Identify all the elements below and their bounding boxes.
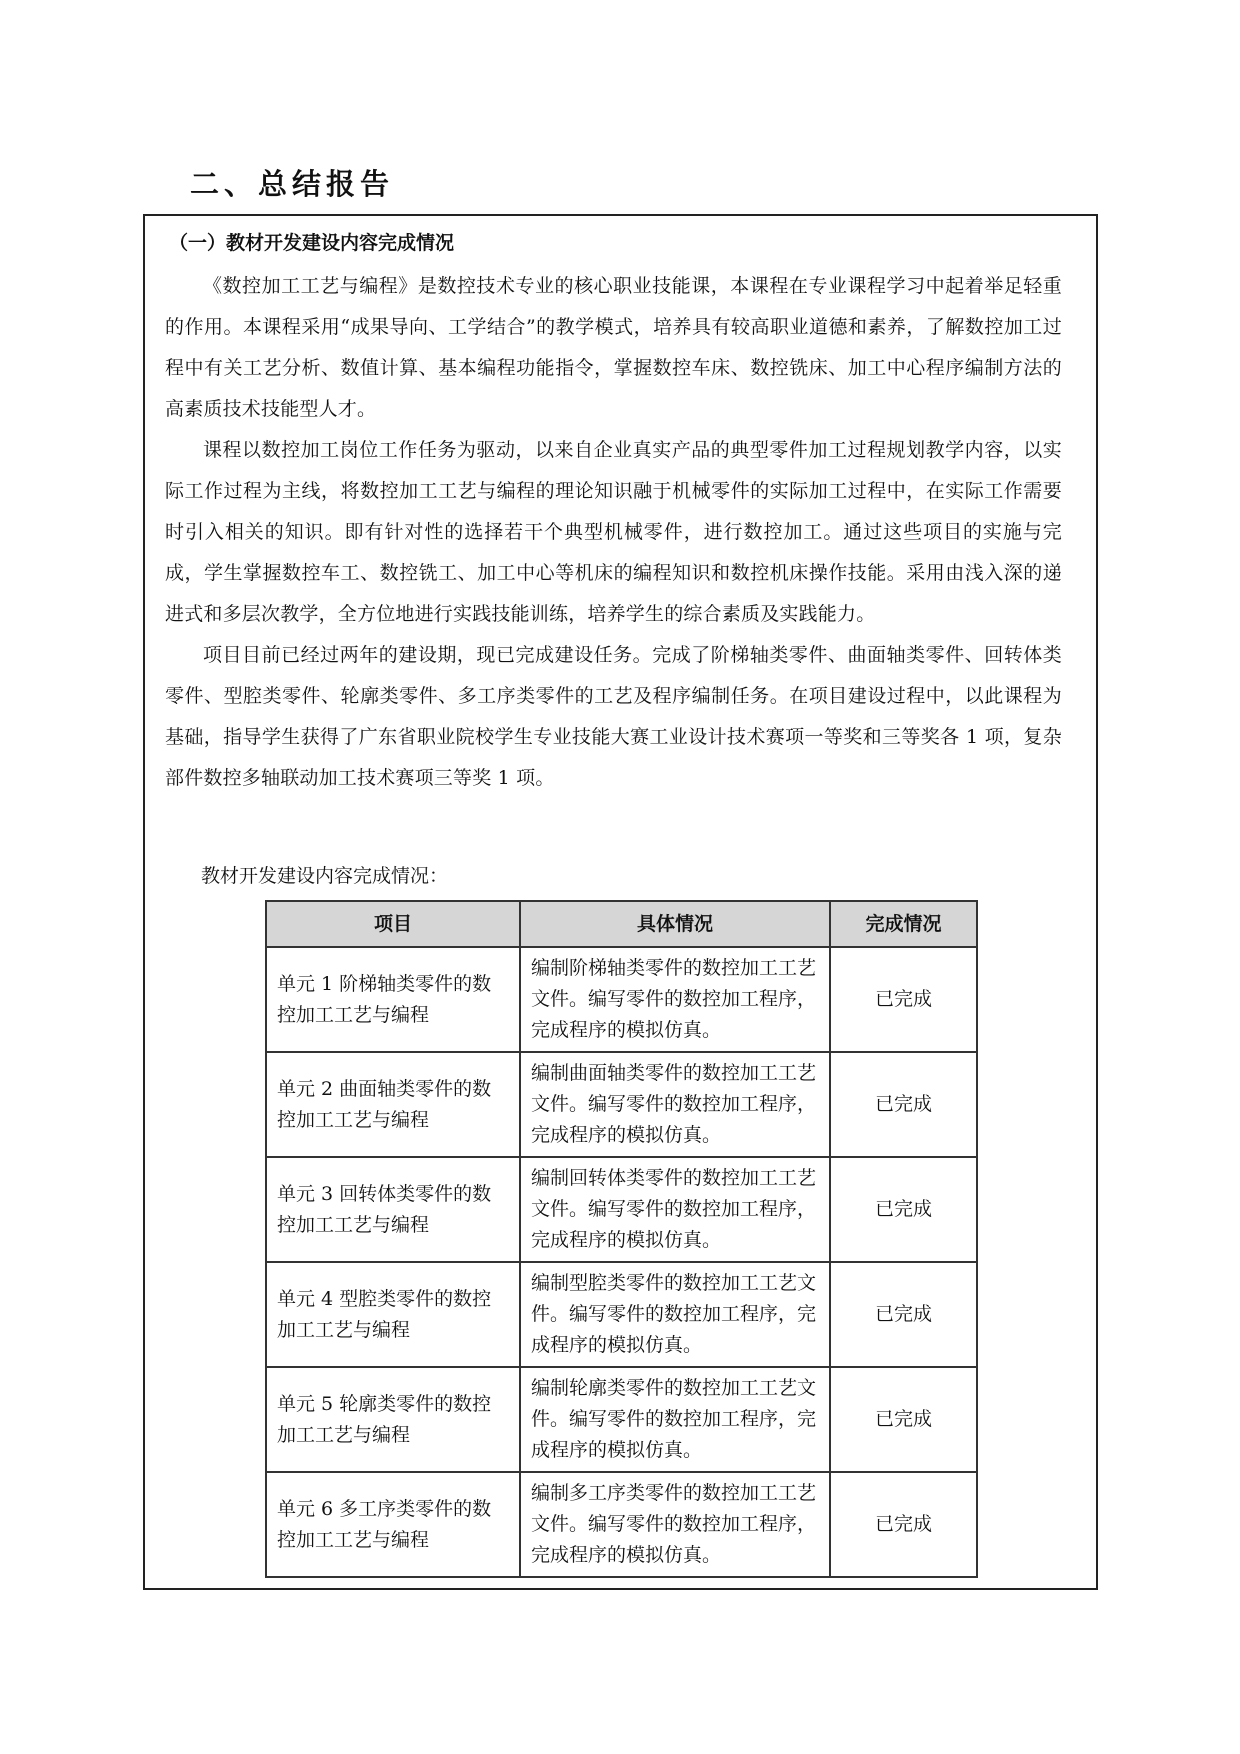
status-cell: 已完成 [830,1367,977,1472]
status-cell: 已完成 [830,947,977,1052]
report-frame [143,214,1098,1590]
section-body [165,266,1062,799]
detail-cell: 编制阶梯轴类零件的数控加工工艺文件。编写零件的数控加工程序，完成程序的模拟仿真。 [520,947,830,1052]
page-title: 二、总结报告 [190,167,395,201]
table-header-row [266,901,977,947]
header-detail: 具体情况 [520,901,830,947]
detail-cell: 编制曲面轴类零件的数控加工工艺文件。编写零件的数控加工程序，完成程序的模拟仿真。 [520,1052,830,1157]
table-row [266,1472,977,1577]
table-row [266,1367,977,1472]
item-cell: 单元 6 多工序类零件的数控加工工艺与编程 [266,1472,520,1577]
detail-cell: 编制型腔类零件的数控加工工艺文件。编写零件的数控加工程序，完成程序的模拟仿真。 [520,1262,830,1367]
header-item: 项目 [266,901,520,947]
detail-cell: 编制回转体类零件的数控加工工艺文件。编写零件的数控加工程序，完成程序的模拟仿真。 [520,1157,830,1262]
status-cell: 已完成 [830,1262,977,1367]
item-cell: 单元 4 型腔类零件的数控加工工艺与编程 [266,1262,520,1367]
table-row [266,1262,977,1367]
item-cell: 单元 1 阶梯轴类零件的数控加工工艺与编程 [266,947,520,1052]
status-cell: 已完成 [830,1052,977,1157]
table-row [266,1157,977,1262]
item-cell: 单元 3 回转体类零件的数控加工工艺与编程 [266,1157,520,1262]
status-cell: 已完成 [830,1157,977,1262]
table-row [266,947,977,1052]
detail-cell: 编制多工序类零件的数控加工工艺文件。编写零件的数控加工程序，完成程序的模拟仿真。 [520,1472,830,1577]
table-row [266,1052,977,1157]
status-cell: 已完成 [830,1472,977,1577]
table-caption: 教材开发建设内容完成情况： [201,865,449,887]
paragraph: 项目目前已经过两年的建设期，现已完成建设任务。完成了阶梯轴类零件、曲面轴类零件、回转体类零件、型腔类零件、轮廓类零件、多工序类零件的工艺及程序编制任务。在项目建设过程中，以此课程为基础，指导学生获得了广东省职业院校学生专业技能大赛工业设计技术赛项一等奖和三等奖各 1 项，复杂部件数控多轴联动加工技术赛项三等奖 1 项。 [165,644,1062,789]
completion-table [265,900,978,1578]
paragraph: 《数控加工工艺与编程》是数控技术专业的核心职业技能课，本课程在专业课程学习中起着举足轻重的作用。本课程采用“成果导向、工学结合”的教学模式，培养具有较高职业道德和素养，了解数控加工过程中有关工艺分析、数值计算、基本编程功能指令，掌握数控车床、数控铣床、加工中心程序编制方法的高素质技术技能型人才。 [165,275,1062,420]
item-cell: 单元 2 曲面轴类零件的数控加工工艺与编程 [266,1052,520,1157]
detail-cell: 编制轮廓类零件的数控加工工艺文件。编写零件的数控加工程序，完成程序的模拟仿真。 [520,1367,830,1472]
section-title: （一）教材开发建设内容完成情况 [169,232,455,254]
paragraph: 课程以数控加工岗位工作任务为驱动，以来自企业真实产品的典型零件加工过程规划教学内容，以实际工作过程为主线，将数控加工工艺与编程的理论知识融于机械零件的实际加工过程中，在实际工作需要时引入相关的知识。即有针对性的选择若干个典型机械零件，进行数控加工。通过这些项目的实施与完成，学生掌握数控车工、数控铣工、加工中心等机床的编程知识和数控机床操作技能。采用由浅入深的递进式和多层次教学，全方位地进行实践技能训练，培养学生的综合素质及实践能力。 [165,439,1062,625]
header-status: 完成情况 [830,901,977,947]
item-cell: 单元 5 轮廓类零件的数控加工工艺与编程 [266,1367,520,1472]
